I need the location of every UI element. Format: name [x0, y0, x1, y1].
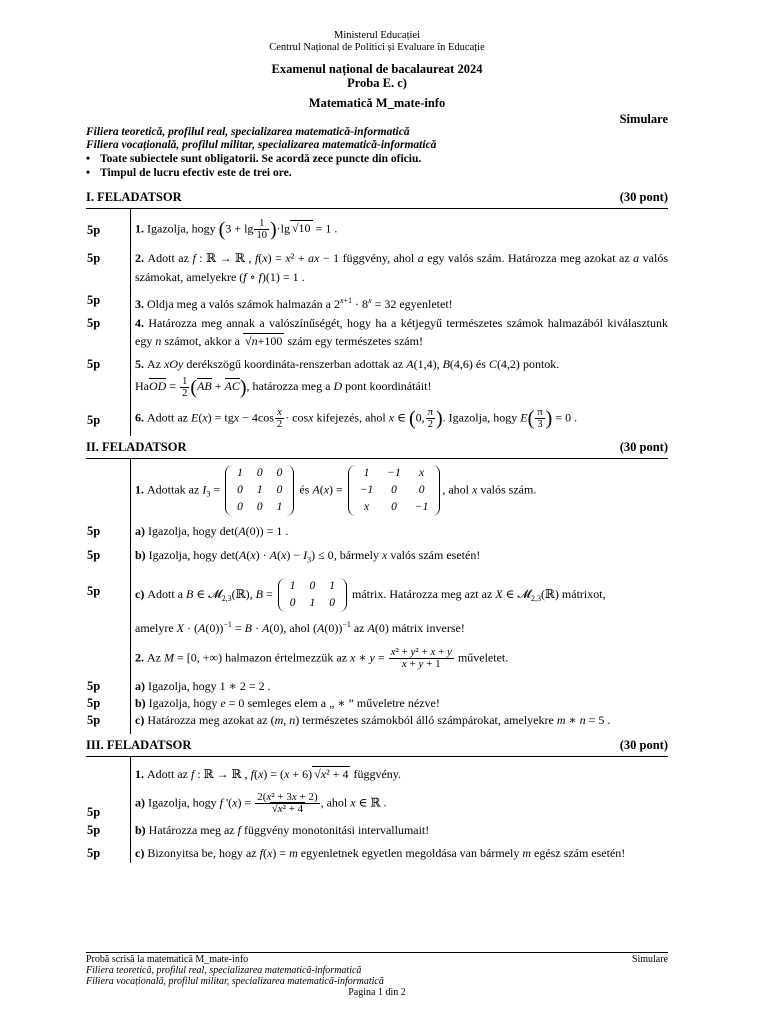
question-2-2b: 5p b) Igazolja, hogy e = 0 semleges elem a „ ∗ ” műveletre nézve!: [87, 696, 440, 711]
filiera-line-1: Filiera teoretică, profilul real, specializarea matematică-informatică: [86, 126, 410, 138]
section-3-header: [86, 738, 668, 757]
question-3-1a: 5p a) Igazolja, hogy f '(x) = $\frac{\text{2(x² + 3x + 2)}}{\text{√x² + 4}}$ , ahol x ∈ ℝ .: [131, 789, 668, 819]
variant-label: Simulare: [619, 112, 668, 126]
section-3-items: [87, 757, 668, 863]
question-3-1b: 5p b) Határozza meg az f függvény monotonitási intervallumait!: [131, 819, 668, 840]
question-1-3: 5p 3. Oldja meg a valós számok halmazán a $2^{x+1} \cdot 8^x = 32$ egyenletet!: [87, 293, 453, 311]
question-2-1b: 5p b) Igazolja, hogy $\det(A(x) \cdot A(x) - I_3) \le 0$, bármely x valós szám esetén!: [87, 547, 481, 565]
points-label: 5p: [87, 357, 101, 371]
section-title: II. FELADATSOR: [86, 439, 187, 454]
points-label: 5p: [87, 696, 101, 711]
points-label: 5p: [87, 805, 101, 820]
section-title: I. FELADATSOR: [86, 190, 182, 204]
instruction-item: • Timpul de lucru efectiv este de trei ore.: [86, 166, 668, 180]
points-label: 5p: [87, 251, 101, 265]
exam-proba: Proba E. c): [347, 76, 407, 90]
points-label: 5p: [87, 223, 101, 237]
instruction-item: • Toate subiectele sunt obligatorii. Se acordă zece puncte din oficiu.: [86, 152, 668, 166]
question-1-1: 5p 1. Igazolja, hogy (3 + lg $\frac{1}{10}$ )·lg √10 = 1 .: [87, 218, 338, 241]
page-number: Pagina 1 din 2: [348, 987, 406, 998]
question-1-6: 5p 6. Adott az E(x) = tgx − 4cos $\frac{x}{2}$ · cosx kifejezés, ahol x ∈ (0, $\frac{\pi}{2}$ ). Igazolja, hogy E( $\frac{\pi}{3}$ ) = 0 .: [87, 406, 578, 430]
filiera-line-2: Filiera vocațională, profilul militar, specializarea matematică-informatică: [86, 139, 437, 151]
section-points: (30 pont): [619, 439, 668, 454]
section-1-header: [86, 190, 668, 209]
points-label: 5p: [87, 679, 101, 694]
points-label: 5p: [87, 823, 101, 838]
problem-2-1: 1. Adottak az $I_3 = 1$ 0 0 0 1 0 0 0 1 és A(x) = 1 −1 x −1 0 0 x 0 −1, ahol x valós szám.: [131, 459, 668, 520]
question-1-4: 5p 4. Határozza meg annak a valószínűségét, hogy ha a kétjegyű természetes számok halmazából kiválasztunk egy n számot, akkor a √n+100 szám egy természetes szám!: [87, 316, 669, 348]
points-label: 5p: [87, 293, 101, 307]
question-2-2c: 5p c) Határozza meg azokat az (m, n) természetes számokból álló számpárokat, amelyekre m ∗ n = 5 .: [87, 713, 611, 728]
problem-3-1: 1. Adott az f : ℝ → ℝ , f(x) = (x + 6) √x² + 4 függvény.: [135, 767, 401, 782]
center-name: Centrul Național de Politici și Evaluare în Educație: [269, 42, 485, 53]
page-footer: [86, 952, 668, 998]
footer-variant: Simulare: [631, 954, 668, 965]
question-1-5: 5p 5. Az xOy derékszögű koordináta-renszerban adottak az A(1,4), B(4,6) és C(4,2) pontok. HaOD = $\frac{1}{2}$ (AB + AC), határozza meg a D pont koordinátáit!: [87, 357, 560, 399]
question-2-2a: 5p a) Igazolja, hogy 1 ∗ 2 = 2 .: [87, 679, 271, 694]
points-label: 5p: [87, 713, 101, 728]
question-2-1c: 5p c) Adott a B ∈ 𝓜$_{2,3}$(ℝ), B = 1 0 1 0 1 0 mátrix. Határozza meg azt az X ∈ 𝓜$_{2,3}$(ℝ) mátrixot, amelyre $X \cdot (A(0))^{-1} = B \cdot A(0)$, ahol $(A(0))^{-1}$ az A(0) mátrix inverse!: [87, 580, 606, 636]
section-points: (30 pont): [619, 190, 668, 204]
section-1-items: [87, 209, 669, 436]
points-label: 5p: [87, 316, 101, 330]
section-title: III. FELADATSOR: [86, 738, 192, 753]
question-3-1c: 5p c) Bizonyitsa be, hogy az f(x) = m egyenletnek egyetlen megoldása van bármely m egész szám esetén!: [131, 840, 668, 863]
ministry-name: Ministerul Educației: [333, 30, 421, 41]
question-2-1a: 5p a) Igazolja, hogy det(A(0)) = 1 .: [131, 520, 668, 541]
exam-page: [86, 30, 668, 863]
section-points: (30 pont): [619, 738, 668, 753]
points-label: 5p: [87, 523, 101, 538]
question-1-2: 5p 2. Adott az f : ℝ → ℝ , f(x) = x² + ax − 1 függvény, ahol a egy valós szám. Határozza meg azokat az a valós számokat, amelyekre (f ∘ f)(1) = 1 .: [87, 251, 668, 284]
points-label: 5p: [87, 846, 101, 861]
section-2-header: [86, 440, 668, 459]
section-2-items: [87, 459, 668, 735]
footer-exam-line: Probă scrisă la matematică M_mate-info: [86, 954, 249, 965]
points-label: 5p: [87, 584, 101, 599]
points-label: 5p: [87, 547, 101, 562]
points-label: 5p: [87, 412, 101, 427]
problem-2-2: 2. Az M = [0, +∞) halmazon értelmezzük az x ∗ y = $\frac{\text{x² + y² + x + y}}{x + y + 1}$ műveletet.: [135, 646, 509, 671]
exam-title: Examenul național de bacalaureat 2024: [271, 62, 483, 76]
footer-filiera-2: Filiera vocațională, profilul militar, specializarea matematică-informatică: [86, 976, 384, 987]
subject-title: Matematică M_mate-info: [308, 96, 446, 110]
instructions-list: [86, 152, 668, 180]
footer-filiera-1: Filiera teoretică, profilul real, specializarea matematică-informatică: [86, 965, 362, 976]
